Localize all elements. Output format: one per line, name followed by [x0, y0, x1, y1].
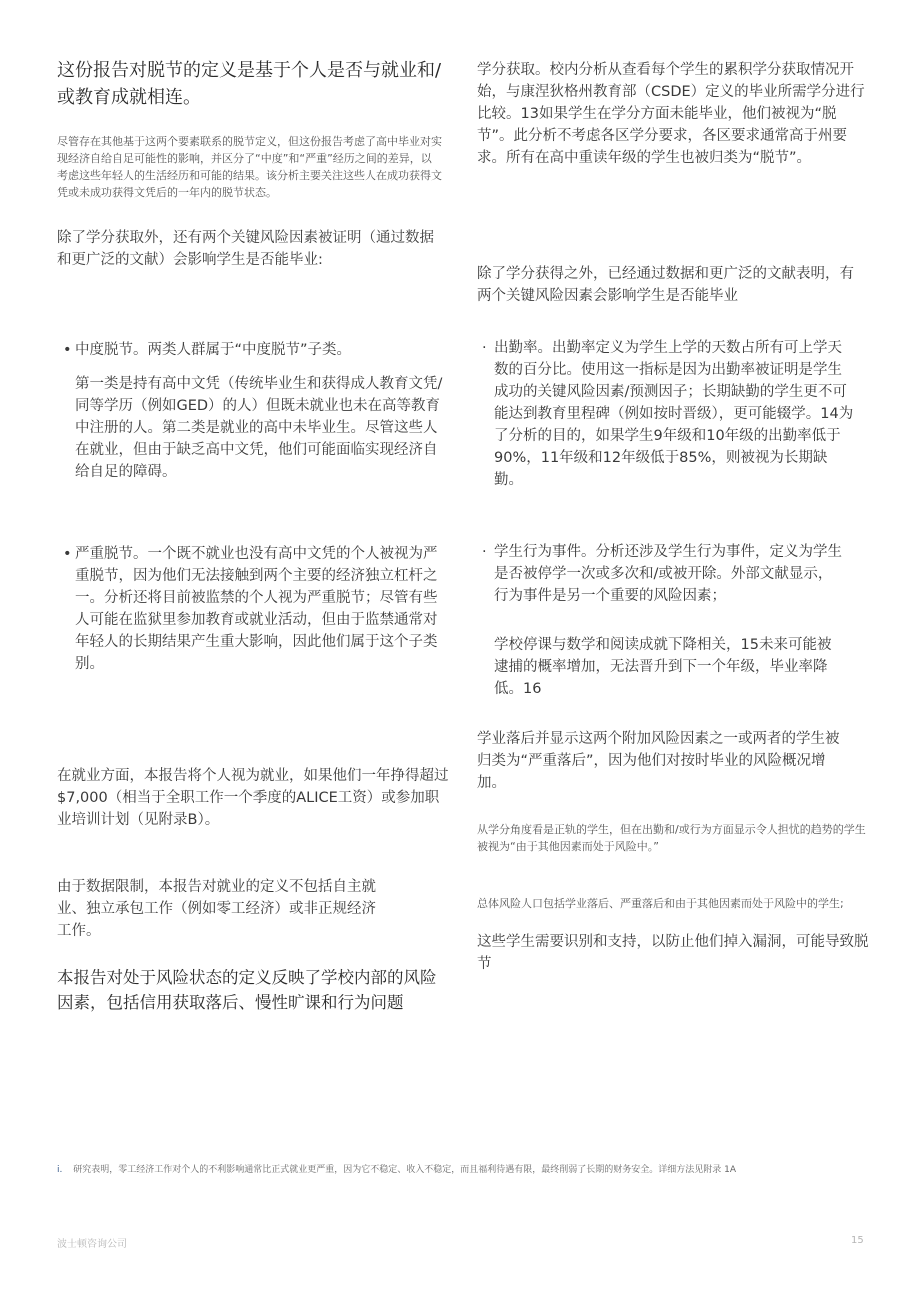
- bullet-attendance-text: 出勤率。出勤率定义为学生上学的天数占所有可上学天数的百分比。使用这一指标是因为出勤率被证明是学生成功的关键风险因素/预测因子；长期缺勤的学生更不可能达到教育里程碑（例如按时晋级），更可能辍学。14为了分析的目的，如果学生9年级和10年级的出勤率低于90%，11年级和12年级低于85%，则被视为长期缺勤。: [494, 340, 854, 488]
- footnote-marker: i.: [57, 1165, 63, 1175]
- bullet-severe-disconnection: [63, 543, 445, 675]
- bullet-moderate-disconnection: [63, 339, 445, 361]
- bullet-attendance: [482, 337, 856, 491]
- bullet-moderate-text: 中度脱节。两类人群属于“中度脱节”子类。: [75, 342, 352, 358]
- bullet-severe-text: 严重脱节。一个既不就业也没有高中文凭的个人被视为严重脱节，因为他们无法接触到两个主要的经济独立杠杆之一。分析还将目前被监禁的个人视为严重脱节；尽管有些人可能在监狱里参加教育或就业活动，但由于监禁通常对年轻人的长期结果产生重大影响，因此他们属于这个子类别。: [75, 546, 438, 672]
- risk-definition-heading: 本报告对处于风险状态的定义反映了学校内部的风险因素，包括信用获取落后、慢性旷课和行为问题: [57, 968, 437, 1012]
- support-paragraph: 这些学生需要识别和支持，以防止他们掉入漏洞，可能导致脱节: [477, 934, 869, 972]
- factors-paragraph: 除了学分获得之外，已经通过数据和更广泛的文献表明，有两个关键风险因素会影响学生是否能毕业: [477, 266, 854, 304]
- page-number: 15: [851, 1235, 864, 1246]
- credit-paragraph: 学分获取。校内分析从查看每个学生的累积学分获取情况开始，与康涅狄格州教育部（CSDE）定义的毕业所需学分进行比较。13如果学生在学分方面未能毕业，他们被视为“脱节”。此分析不考虑各区学分要求，各区要求通常高于州要求。所有在高中重读年级的学生也被归类为“脱节”。: [477, 62, 865, 166]
- bullet-behavior-text: 学生行为事件。分析还涉及学生行为事件，定义为学生是否被停学一次或多次和/或被开除。外部文献显示，行为事件是另一个重要的风险因素；: [494, 544, 842, 604]
- other-factors-small-text: 从学分角度看是正轨的学生，但在出勤和/或行为方面显示令人担忧的趋势的学生被视为“由于其他因素而处于风险中。”: [477, 823, 866, 853]
- bullet-behavior: [482, 541, 844, 607]
- bullet-dot: •: [63, 342, 72, 358]
- intro-small-text: 尽管存在其他基于这两个要素联系的脱节定义，但这份报告考虑了高中毕业对实现经济自给自足可能性的影响，并区分了“中度”和“严重”经历之间的差异，以考虑这些年轻人的生活经历和可能的结果。该分析主要关注这些人在成功获得文凭或未成功获得文凭后的一年内的脱节状态。: [57, 135, 442, 199]
- intro-paragraph: 除了学分获取外，还有两个关键风险因素被证明（通过数据和更广泛的文献）会影响学生是否能毕业:: [57, 230, 434, 268]
- footnote-text: 研究表明，零工经济工作对个人的不利影响通常比正式就业更严重，因为它不稳定、收入不稳定，而且福利待遇有限，最终削弱了长期的财务安全。详细方法见附录 1A: [73, 1165, 736, 1175]
- footer-organization: 波士顿咨询公司: [57, 1239, 127, 1250]
- bullet-dot: •: [63, 546, 72, 562]
- bullet-dot: ·: [482, 340, 487, 356]
- moderate-detail-paragraph: 第一类是持有高中文凭（传统毕业生和获得成人教育文凭/同等学历（例如GED）的人）但既未就业也未在高等教育中注册的人。第二类是就业的高中未毕业生。尽管这些人在就业，但由于缺乏高中文凭，他们可能面临实现经济自给自足的障碍。: [75, 376, 443, 480]
- data-limit-paragraph: 由于数据限制，本报告对就业的定义不包括自主就业、独立承包工作（例如零工经济）或非正规经济工作。: [57, 879, 376, 939]
- total-risk-small-text: 总体风险人口包括学业落后、严重落后和由于其他因素而处于风险中的学生;: [477, 897, 844, 910]
- footnote: [57, 1163, 847, 1177]
- definition-heading: 这份报告对脱节的定义是基于个人是否与就业和/或教育成就相连。: [57, 60, 442, 108]
- bullet-dot: ·: [482, 544, 487, 560]
- employment-paragraph: 在就业方面，本报告将个人视为就业，如果他们一年挣得超过$7,000（相当于全职工作一个季度的ALICE工资）或参加职业培训计划（见附录B）。: [57, 768, 449, 828]
- severe-lag-paragraph: 学业落后并显示这两个附加风险因素之一或两者的学生被归类为“严重落后”，因为他们对按时毕业的风险概况增加。: [477, 731, 840, 791]
- behavior-detail-paragraph: 学校停课与数学和阅读成就下降相关，15未来可能被逮捕的概率增加，无法晋升到下一个年级，毕业率降低。16: [494, 637, 832, 697]
